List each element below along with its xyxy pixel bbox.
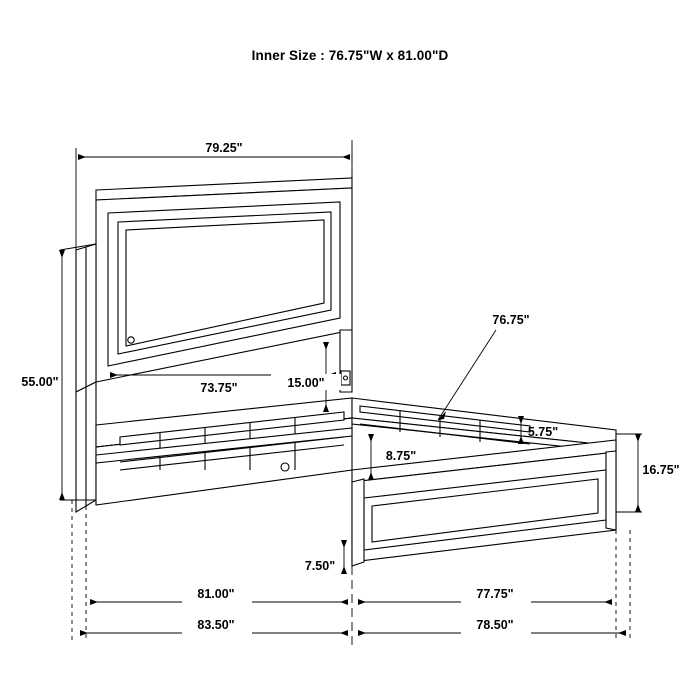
dimension-overall-length-left: 83.50" [197, 618, 235, 632]
dimension-overall-height: 55.00" [21, 375, 59, 389]
dimension-footboard-height: 16.75" [642, 463, 680, 477]
dimension-overall-length-right: 78.50" [476, 618, 514, 632]
dimension-side-length-left: 81.00" [197, 587, 235, 601]
dimension-slat-rail-height: 5.75" [527, 425, 559, 439]
dimension-side-length-right: 77.75" [476, 587, 514, 601]
dimension-mattress-width: 76.75" [492, 313, 530, 327]
dimension-footboard-clearance: 7.50" [304, 559, 336, 573]
dimension-rail-height: 8.75" [385, 449, 417, 463]
page-title: Inner Size : 76.75"W x 81.00"D [251, 48, 449, 63]
dimension-headboard-width: 79.25" [205, 141, 243, 155]
dimension-headboard-panel-width: 73.75" [200, 381, 238, 395]
dimension-headboard-to-rail: 15.00" [287, 376, 325, 390]
